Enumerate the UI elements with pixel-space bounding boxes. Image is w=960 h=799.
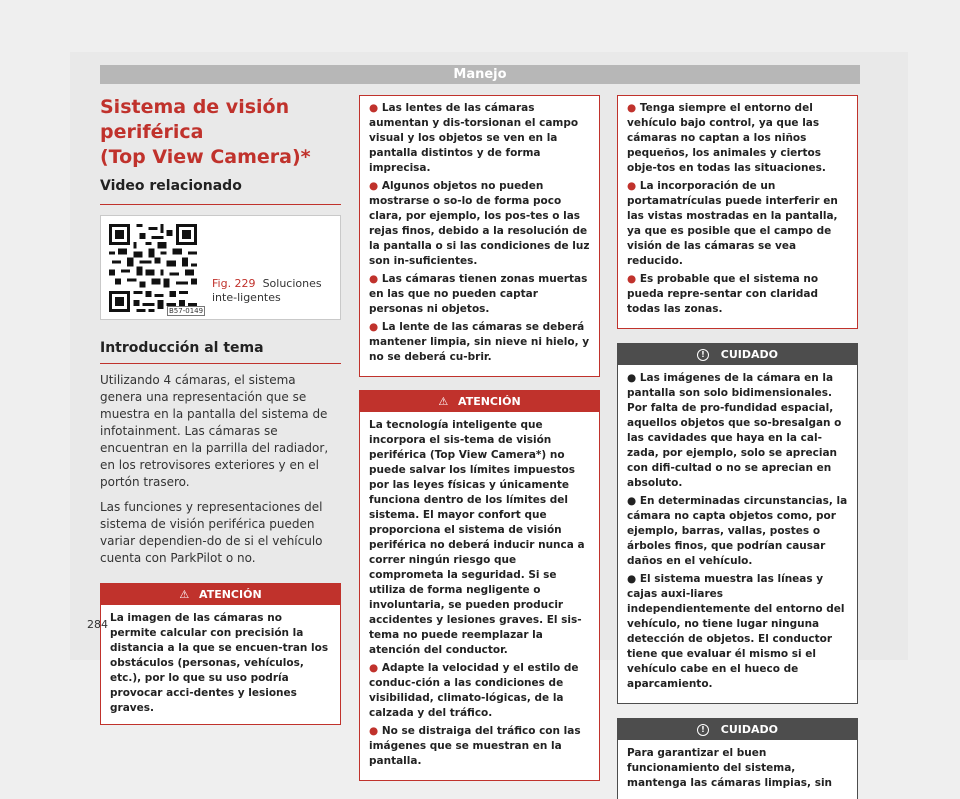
title-line-1: Sistema de visión periférica [100,96,290,143]
qr-code-icon[interactable] [109,224,197,312]
caution-label: CUIDADO [720,348,779,361]
warning-continued-box [617,95,858,329]
caution-label: CUIDADO [720,723,779,736]
list-item: ● La lente de las cámaras se deberá mantener limpia, sin nieve ni hielo, y no se deberá cu-brir. [369,321,590,363]
list-item: ● Las imágenes de la cámara en la pantalla son solo bidimensionales. Por falta de pro-fundidad espacial, aquellos objetos que so-bresalgan o las cavidades que haya en la cal-zada, por ejemplo, solo se aprecian con difi-cultad o no se aprecian en absoluto. [627,372,842,489]
figure-number: Fig. 229 [212,277,256,290]
bullet-dot-icon: ● [627,273,637,285]
title-line-2: (Top View Camera)* [100,146,311,168]
figure-caption-text: Soluciones inte-ligentes [212,277,322,304]
warning-triangle-icon: ⚠ [438,395,449,408]
list-item: ● En determinadas circunstancias, la cámara no capta objetos como, por ejemplo, barras, vallas, postes o árboles finos, que podrían causar daños en el vehículo. [627,495,848,567]
warning-label: ATENCIÓN [458,395,521,408]
page-number: 284 [87,618,108,631]
caution-box [617,343,858,704]
bullet-dot-icon: ● [369,725,379,737]
bullet-dot-icon: ● [627,180,637,192]
list-item: ● Adapte la velocidad y el estilo de conduc-ción a las condiciones de visibilidad, climato-lógicas, de la calzada y del tráfico. [369,662,579,719]
info-circle-icon: ! [697,724,709,736]
list-item: ● Algunos objetos no pueden mostrarse o so-lo de forma poco clara, por ejemplo, los pos-tes o las rejas finos, debido a la resolución de la pantalla o si las condiciones de luz son in-suficientes. [369,180,590,267]
column-3 [617,95,858,799]
intro-paragraph-1: Utilizando 4 cámaras, el sistema genera una representación que se muestra en la pantalla del sistema de infotainment. Las cámaras se encuentran en la parrilla del radiador, en los retrovisores exteriores y en el portón trasero. [100,373,329,489]
figure-caption [212,277,338,305]
warning-triangle-icon: ⚠ [179,588,190,601]
warning-continued-box [359,95,600,377]
list-item: ● Las lentes de las cámaras aumentan y dis-torsionan el campo visual y los objetos se ven en la pantalla distintos y de forma imprecisa. [369,102,579,174]
warning-box-2 [359,390,600,781]
column-2 [359,95,600,781]
bullet-dot-icon: ● [369,102,379,114]
bullet-dot-icon: ● [627,372,637,384]
warning-header [101,584,340,605]
bullet-dot-icon: ● [369,273,379,285]
bullet-dot-icon: ● [627,102,637,114]
warning-text: La imagen de las cámaras no permite calcular con precisión la distancia a la que se encuen-tran los obstáculos (personas, vehículos, etc.), por lo que su uso podría provocar acci-dentes y lesiones graves. [110,612,329,714]
caution-text: Para garantizar el buen funcionamiento del sistema, mantenga las cámaras limpias, sin [627,747,833,789]
info-circle-icon: ! [697,349,709,361]
warning-body [360,412,599,780]
list-item: ● Tenga siempre el entorno del vehículo bajo control, ya que las cámaras no captan a los niños pequeños, los animales y ciertos obje-tos en todas las situaciones. [627,102,826,174]
caution-box-2 [617,718,858,799]
caution-header [618,344,857,365]
bullet-dot-icon: ● [627,495,637,507]
figure-box [100,215,341,320]
list-item: ● Las cámaras tienen zonas muertas en las que no pueden captar personas ni objetos. [369,273,588,315]
warning-header [360,391,599,412]
column-1 [100,95,341,725]
list-item: ● No se distraiga del tráfico con las imágenes que se muestran en la pantalla. [369,725,581,767]
warning-label: ATENCIÓN [199,588,262,601]
warning-box [100,583,341,725]
list-item: ● La incorporación de un portamatrículas puede interferir en las vistas mostradas en la pantalla, ya que es posible que el campo de visión de las cámaras se vea reducido. [627,180,838,267]
figure-code: B57-0149 [169,307,204,315]
bullet-dot-icon: ● [627,573,637,585]
section-heading: Introducción al tema [100,340,341,364]
video-subhead: Video relacionado [100,178,341,205]
section-header: Manejo [100,65,860,84]
bullet-dot-icon: ● [369,662,379,674]
warning-text: La tecnología inteligente que incorpora el sis-tema de visión periférica (Top View Camera*) no puede salvar los límites impuestos por las leyes físicas y únicamente funciona dentro de los límites del sistema. El mayor confort que proporciona el sistema de visión periférica no deberá inducir nunca a correr ningún riesgo que comprometa la seguridad. Si se utiliza de forma negligente o involuntaria, se pueden producir accidentes y lesiones graves. El sis-tema no puede reemplazar la atención del conductor. [369,419,585,656]
page-title [100,95,341,170]
bullet-dot-icon: ● [369,321,379,333]
intro-paragraph-2: Las funciones y representaciones del sistema de visión periférica pueden variar dependien-do de si el vehículo cuenta con ParkPilot o no. [100,500,323,565]
caution-body [618,365,857,703]
list-item: ● El sistema muestra las líneas y cajas auxi-liares independientemente del entorno del vehículo, no tiene lugar ninguna detección de objetos. El conductor tiene que evaluar él mismo si el vehículo cabe en el hueco de aparcamiento. [627,573,845,690]
caution-header [618,719,857,740]
bullet-dot-icon: ● [369,180,379,192]
list-item: ● Es probable que el sistema no pueda repre-sentar con claridad todas las zonas. [627,273,819,315]
